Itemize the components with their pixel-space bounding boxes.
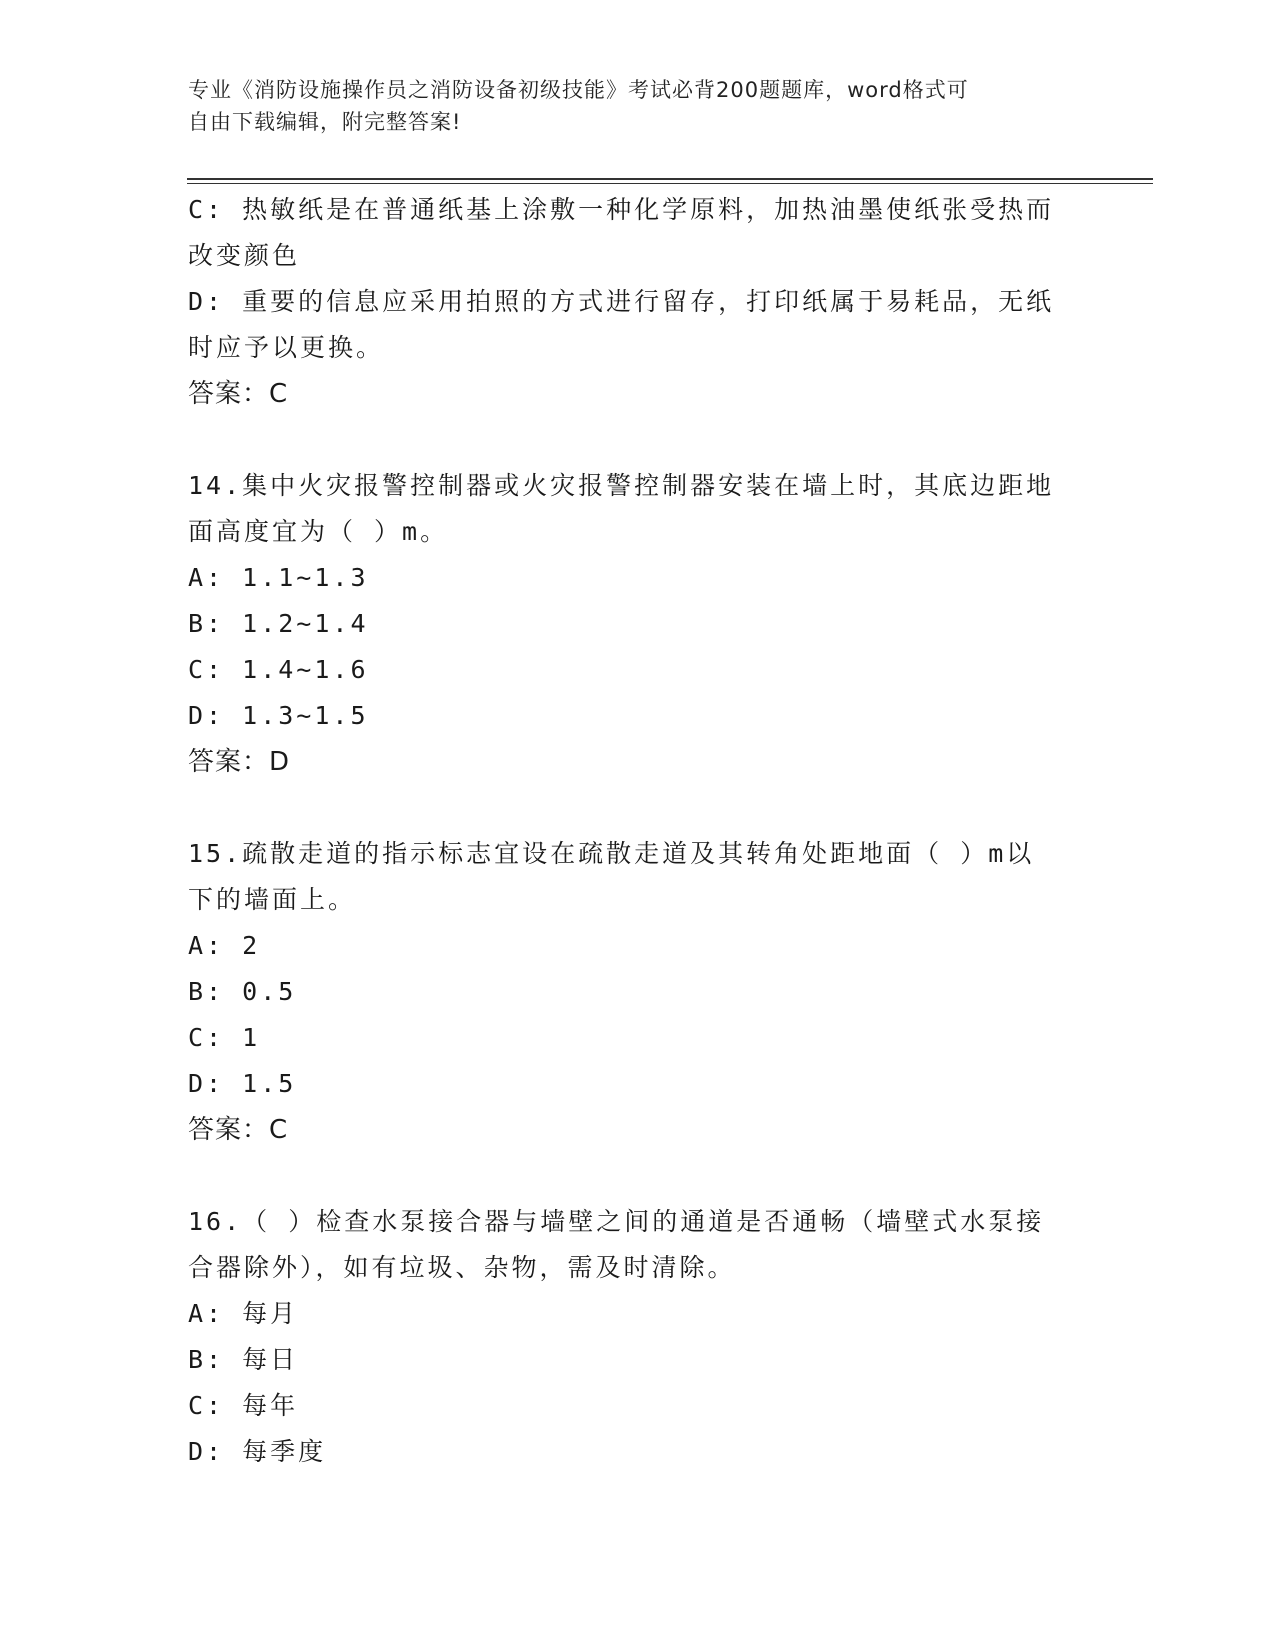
question-stem-line-1: 15.疏散走道的指示标志宜设在疏散走道及其转角处距地面（ ）m以 [188, 839, 1035, 868]
option-b: B: 每日 [188, 1345, 299, 1374]
question-stem-line-2: 面高度宜为（ ）m。 [188, 517, 449, 546]
option-c-line-1: C: 热敏纸是在普通纸基上涂敷一种化学原料，加热油墨使纸张受热而 [188, 195, 1055, 224]
option-a: A: 2 [188, 931, 261, 960]
question-16 [188, 1199, 1078, 1475]
spacer [188, 1153, 1078, 1199]
spacer [188, 785, 1078, 831]
question-14 [188, 463, 1078, 785]
question-15 [188, 831, 1078, 1153]
option-c-line-2: 改变颜色 [188, 241, 301, 270]
option-d: D: 1.3~1.5 [188, 701, 369, 730]
option-c: C: 每年 [188, 1391, 299, 1420]
answer-14: 答案：D [188, 747, 291, 777]
question-stem-line-1: 14.集中火灾报警控制器或火灾报警控制器安装在墙上时，其底边距地 [188, 471, 1055, 500]
option-b: B: 0.5 [188, 977, 297, 1006]
header-line-2: 自由下载编辑，附完整答案! [188, 110, 462, 134]
header-divider-thin [187, 183, 1153, 184]
question-content [188, 187, 1078, 1475]
document-header [188, 74, 1068, 138]
option-d: D: 每季度 [188, 1437, 327, 1466]
option-d-line-1: D: 重要的信息应采用拍照的方式进行留存，打印纸属于易耗品，无纸 [188, 287, 1055, 316]
answer-13: 答案：C [188, 379, 289, 409]
option-b: B: 1.2~1.4 [188, 609, 369, 638]
option-c: C: 1 [188, 1023, 261, 1052]
answer-15: 答案：C [188, 1115, 289, 1145]
option-d: D: 1.5 [188, 1069, 297, 1098]
header-divider-thick [187, 178, 1153, 180]
option-a: A: 1.1~1.3 [188, 563, 369, 592]
option-c: C: 1.4~1.6 [188, 655, 369, 684]
question-13-continued [188, 187, 1078, 417]
question-stem-line-2: 合器除外），如有垃圾、杂物，需及时清除。 [188, 1253, 736, 1282]
spacer [188, 417, 1078, 463]
option-d-line-2: 时应予以更换。 [188, 333, 385, 362]
header-line-1: 专业《消防设施操作员之消防设备初级技能》考试必背200题题库，word格式可 [188, 78, 969, 102]
question-stem-line-2: 下的墙面上。 [188, 885, 357, 914]
option-a: A: 每月 [188, 1299, 299, 1328]
question-stem-line-1: 16.（ ）检查水泵接合器与墙壁之间的通道是否通畅（墙壁式水泵接 [188, 1207, 1045, 1236]
